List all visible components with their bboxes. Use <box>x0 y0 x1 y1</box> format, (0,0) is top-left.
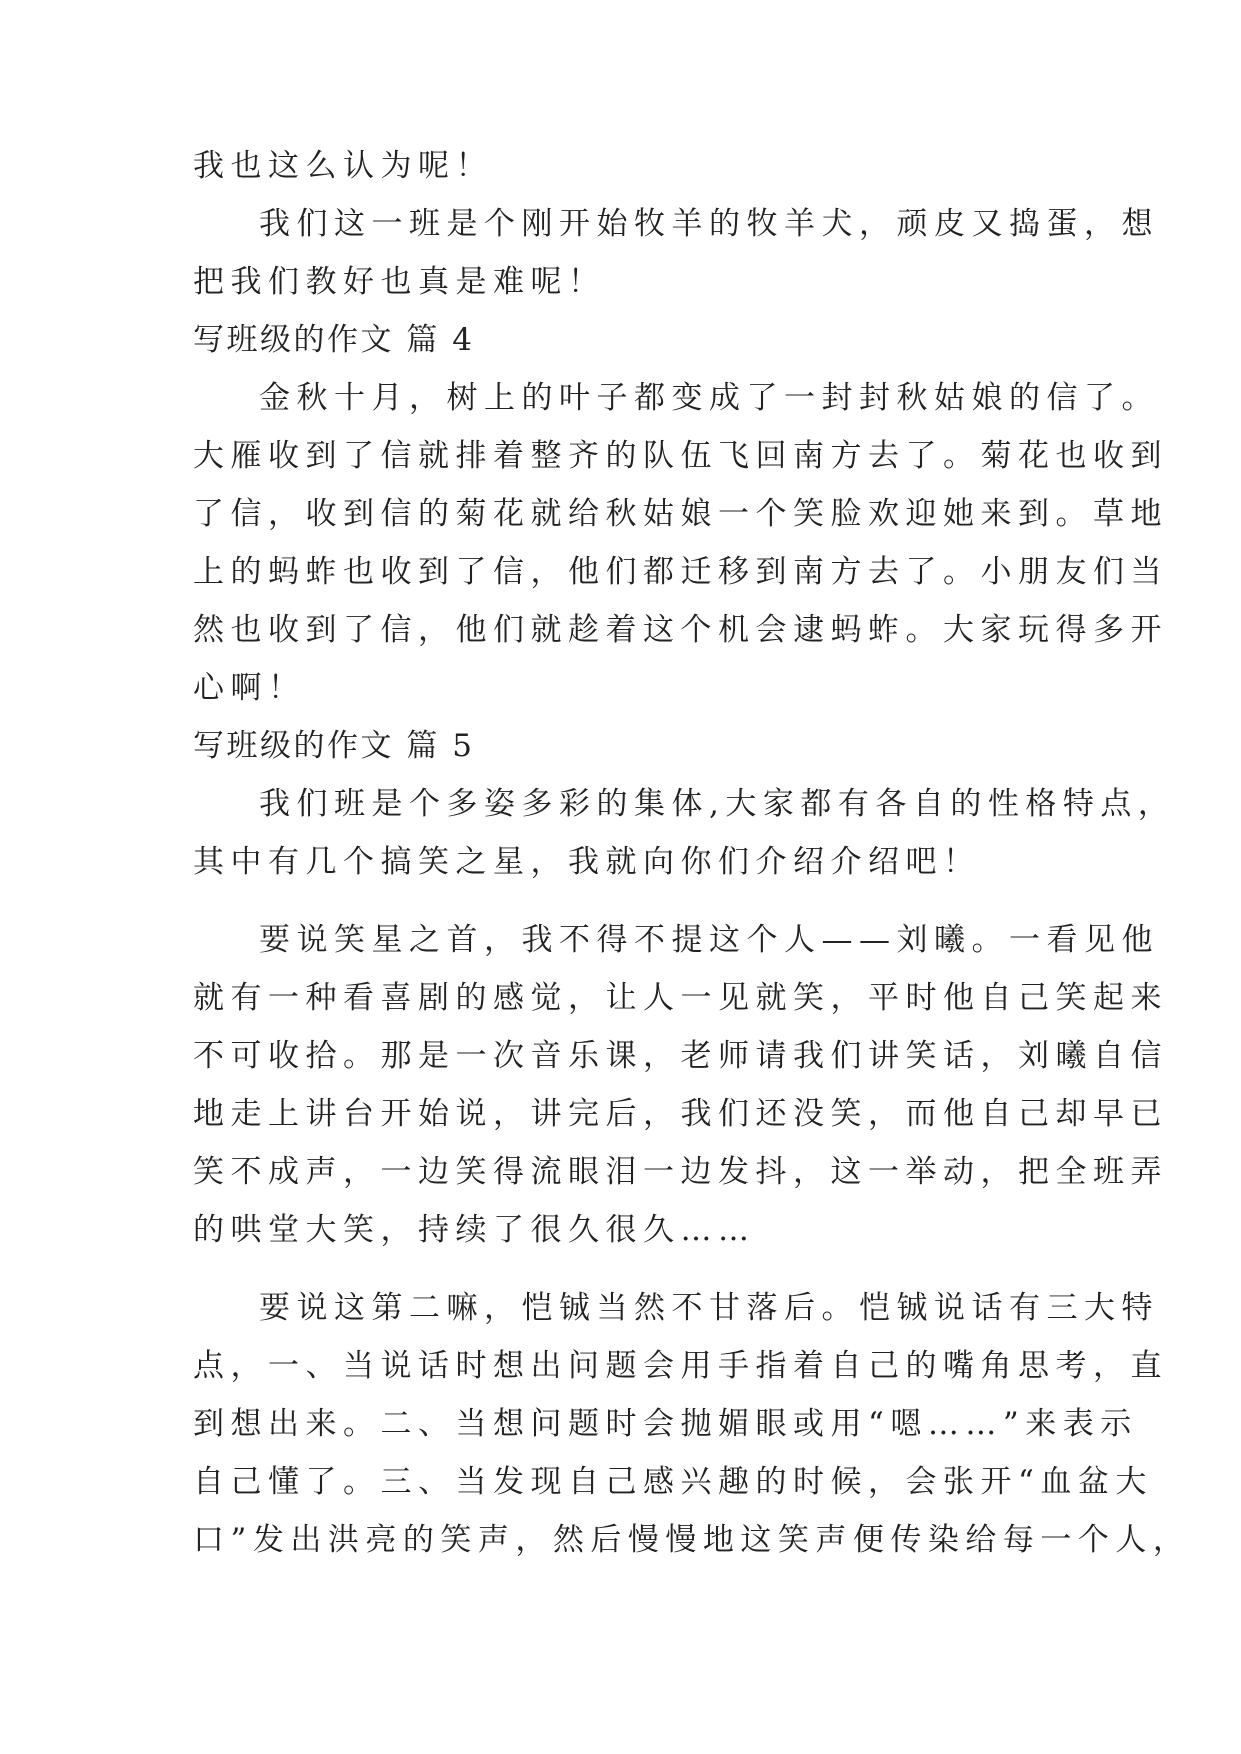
paragraph-line: 心啊！ <box>193 670 306 706</box>
paragraph-line: 笑不成声，一边笑得流眼泪一边发抖，这一举动，把全班弄 <box>193 1154 1168 1190</box>
paragraph-line: 的哄堂大笑，持续了很久很久…… <box>193 1212 756 1248</box>
paragraph-line: 要说这第二嘛，恺铖当然不甘落后。恺铖说话有三大特 <box>259 1290 1159 1326</box>
paragraph-line: 不可收拾。那是一次音乐课，老师请我们讲笑话，刘曦自信 <box>193 1038 1168 1074</box>
paragraph-line: 金秋十月，树上的叶子都变成了一封封秋姑娘的信了。 <box>259 380 1159 416</box>
paragraph-line: 然也收到了信，他们就趁着这个机会逮蚂蚱。大家玩得多开 <box>193 612 1168 648</box>
section-heading: 写班级的作文 篇 5 <box>193 728 475 764</box>
paragraph-line: 自己懂了。三、当发现自己感兴趣的时候，会张开“血盆大 <box>193 1464 1153 1500</box>
paragraph-line: 我们班是个多姿多彩的集体,大家都有各自的性格特点， <box>259 786 1176 822</box>
paragraph-line: 我们这一班是个刚开始牧羊的牧羊犬，顽皮又捣蛋，想 <box>259 206 1159 242</box>
paragraph-line: 要说笑星之首，我不得不提这个人——刘曦。一看见他 <box>259 922 1159 958</box>
paragraph-line: 点，一、当说话时想出问题会用手指着自己的嘴角思考，直 <box>193 1348 1168 1384</box>
section-heading: 写班级的作文 篇 4 <box>193 322 475 358</box>
paragraph-line: 上的蚂蚱也收到了信，他们都迁移到南方去了。小朋友们当 <box>193 554 1168 590</box>
paragraph-line: 了信，收到信的菊花就给秋姑娘一个笑脸欢迎她来到。草地 <box>193 496 1168 532</box>
paragraph-line: 到想出来。二、当想问题时会抛媚眼或用“嗯……”来表示 <box>193 1406 1138 1442</box>
paragraph-line: 口”发出洪亮的笑声，然后慢慢地这笑声便传染给每一个人， <box>193 1522 1191 1558</box>
paragraph-line: 地走上讲台开始说，讲完后，我们还没笑，而他自己却早已 <box>193 1096 1168 1132</box>
paragraph-line: 把我们教好也真是难呢！ <box>193 264 606 300</box>
paragraph-line: 我也这么认为呢！ <box>193 148 493 184</box>
paragraph-line: 就有一种看喜剧的感觉，让人一见就笑，平时他自己笑起来 <box>193 980 1168 1016</box>
paragraph-line: 其中有几个搞笑之星，我就向你们介绍介绍吧！ <box>193 844 981 880</box>
paragraph-line: 大雁收到了信就排着整齐的队伍飞回南方去了。菊花也收到 <box>193 438 1168 474</box>
